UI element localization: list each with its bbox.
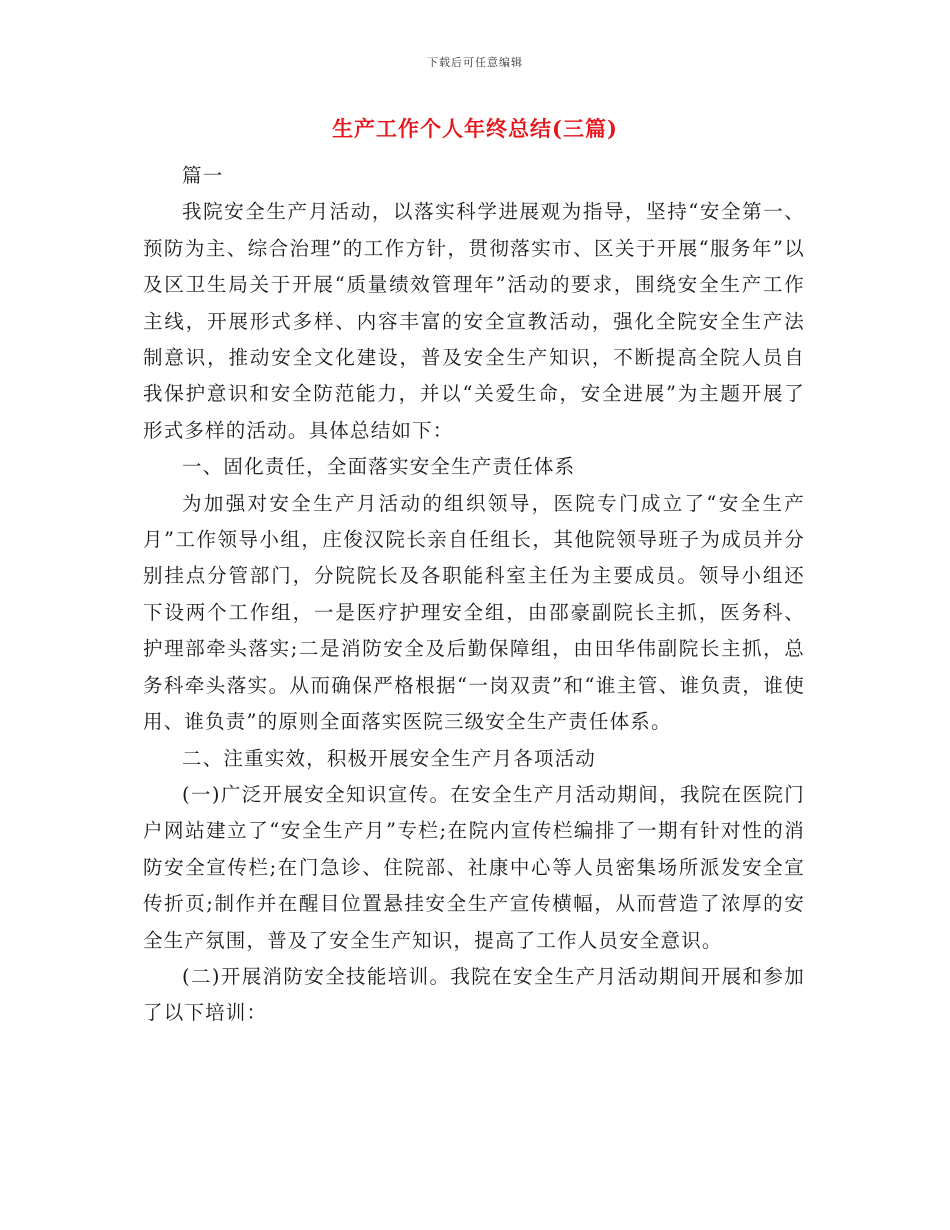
paragraph-leadership-group: 为加强对安全生产月活动的组织领导，医院专门成立了“安全生产月”工作领导小组，庄俊汉院长亲自任组长，其他院领导班子为成员并分别挂点分管部门，分院院长及各职能科室主任为主要成员。领导小组还下设两个工作组，一是医疗护理安全组，由邵豪副院长主抓，医务科、护理部牵头落实;二是消防安全及后勤保障组，由田华伟副院长主抓，总务科牵头落实。从而确保严格根据“一岗双责”和“谁主管、谁负责，谁使用、谁负责”的原则全面落实医院三级安全生产责任体系。	[143, 491, 805, 734]
document-body	[143, 158, 805, 1032]
header-note: 下载后可任意编辑	[427, 56, 523, 69]
paragraph-safety-publicity: (一)广泛开展安全知识宣传。在安全生产月活动期间，我院在医院门户网站建立了“安全生产月”专栏;在院内宣传栏编排了一期有针对性的消防安全宣传栏;在门急诊、住院部、社康中心等人员密集场所派发安全宣传折页;制作并在醒目位置悬挂安全生产宣传横幅，从而营造了浓厚的安全生产氛围，普及了安全生产知识，提高了工作人员安全意识。	[143, 782, 805, 952]
document-title: 生产工作个人年终总结(三篇)	[332, 116, 618, 141]
section-heading-responsibility: 一、固化责任，全面落实安全生产责任体系	[182, 455, 576, 479]
section-heading-part-one: 篇一	[182, 164, 224, 187]
section-heading-activities: 二、注重实效，积极开展安全生产月各项活动	[182, 746, 597, 770]
paragraph-fire-training: (二)开展消防安全技能培训。我院在安全生产月活动期间开展和参加了以下培训：	[143, 964, 805, 1025]
paragraph-intro: 我院安全生产月活动，以落实科学进展观为指导，坚持“安全第一、预防为主、综合治理”的工作方针，贯彻落实市、区关于开展“服务年”以及区卫生局关于开展“质量绩效管理年”活动的要求，围绕安全生产工作主线，开展形式多样、内容丰富的安全宣教活动，强化全院安全生产法制意识，推动安全文化建设，普及安全生产知识，不断提高全院人员自我保护意识和安全防范能力，并以“关爱生命，安全进展”为主题开展了形式多样的活动。具体总结如下：	[143, 200, 805, 442]
